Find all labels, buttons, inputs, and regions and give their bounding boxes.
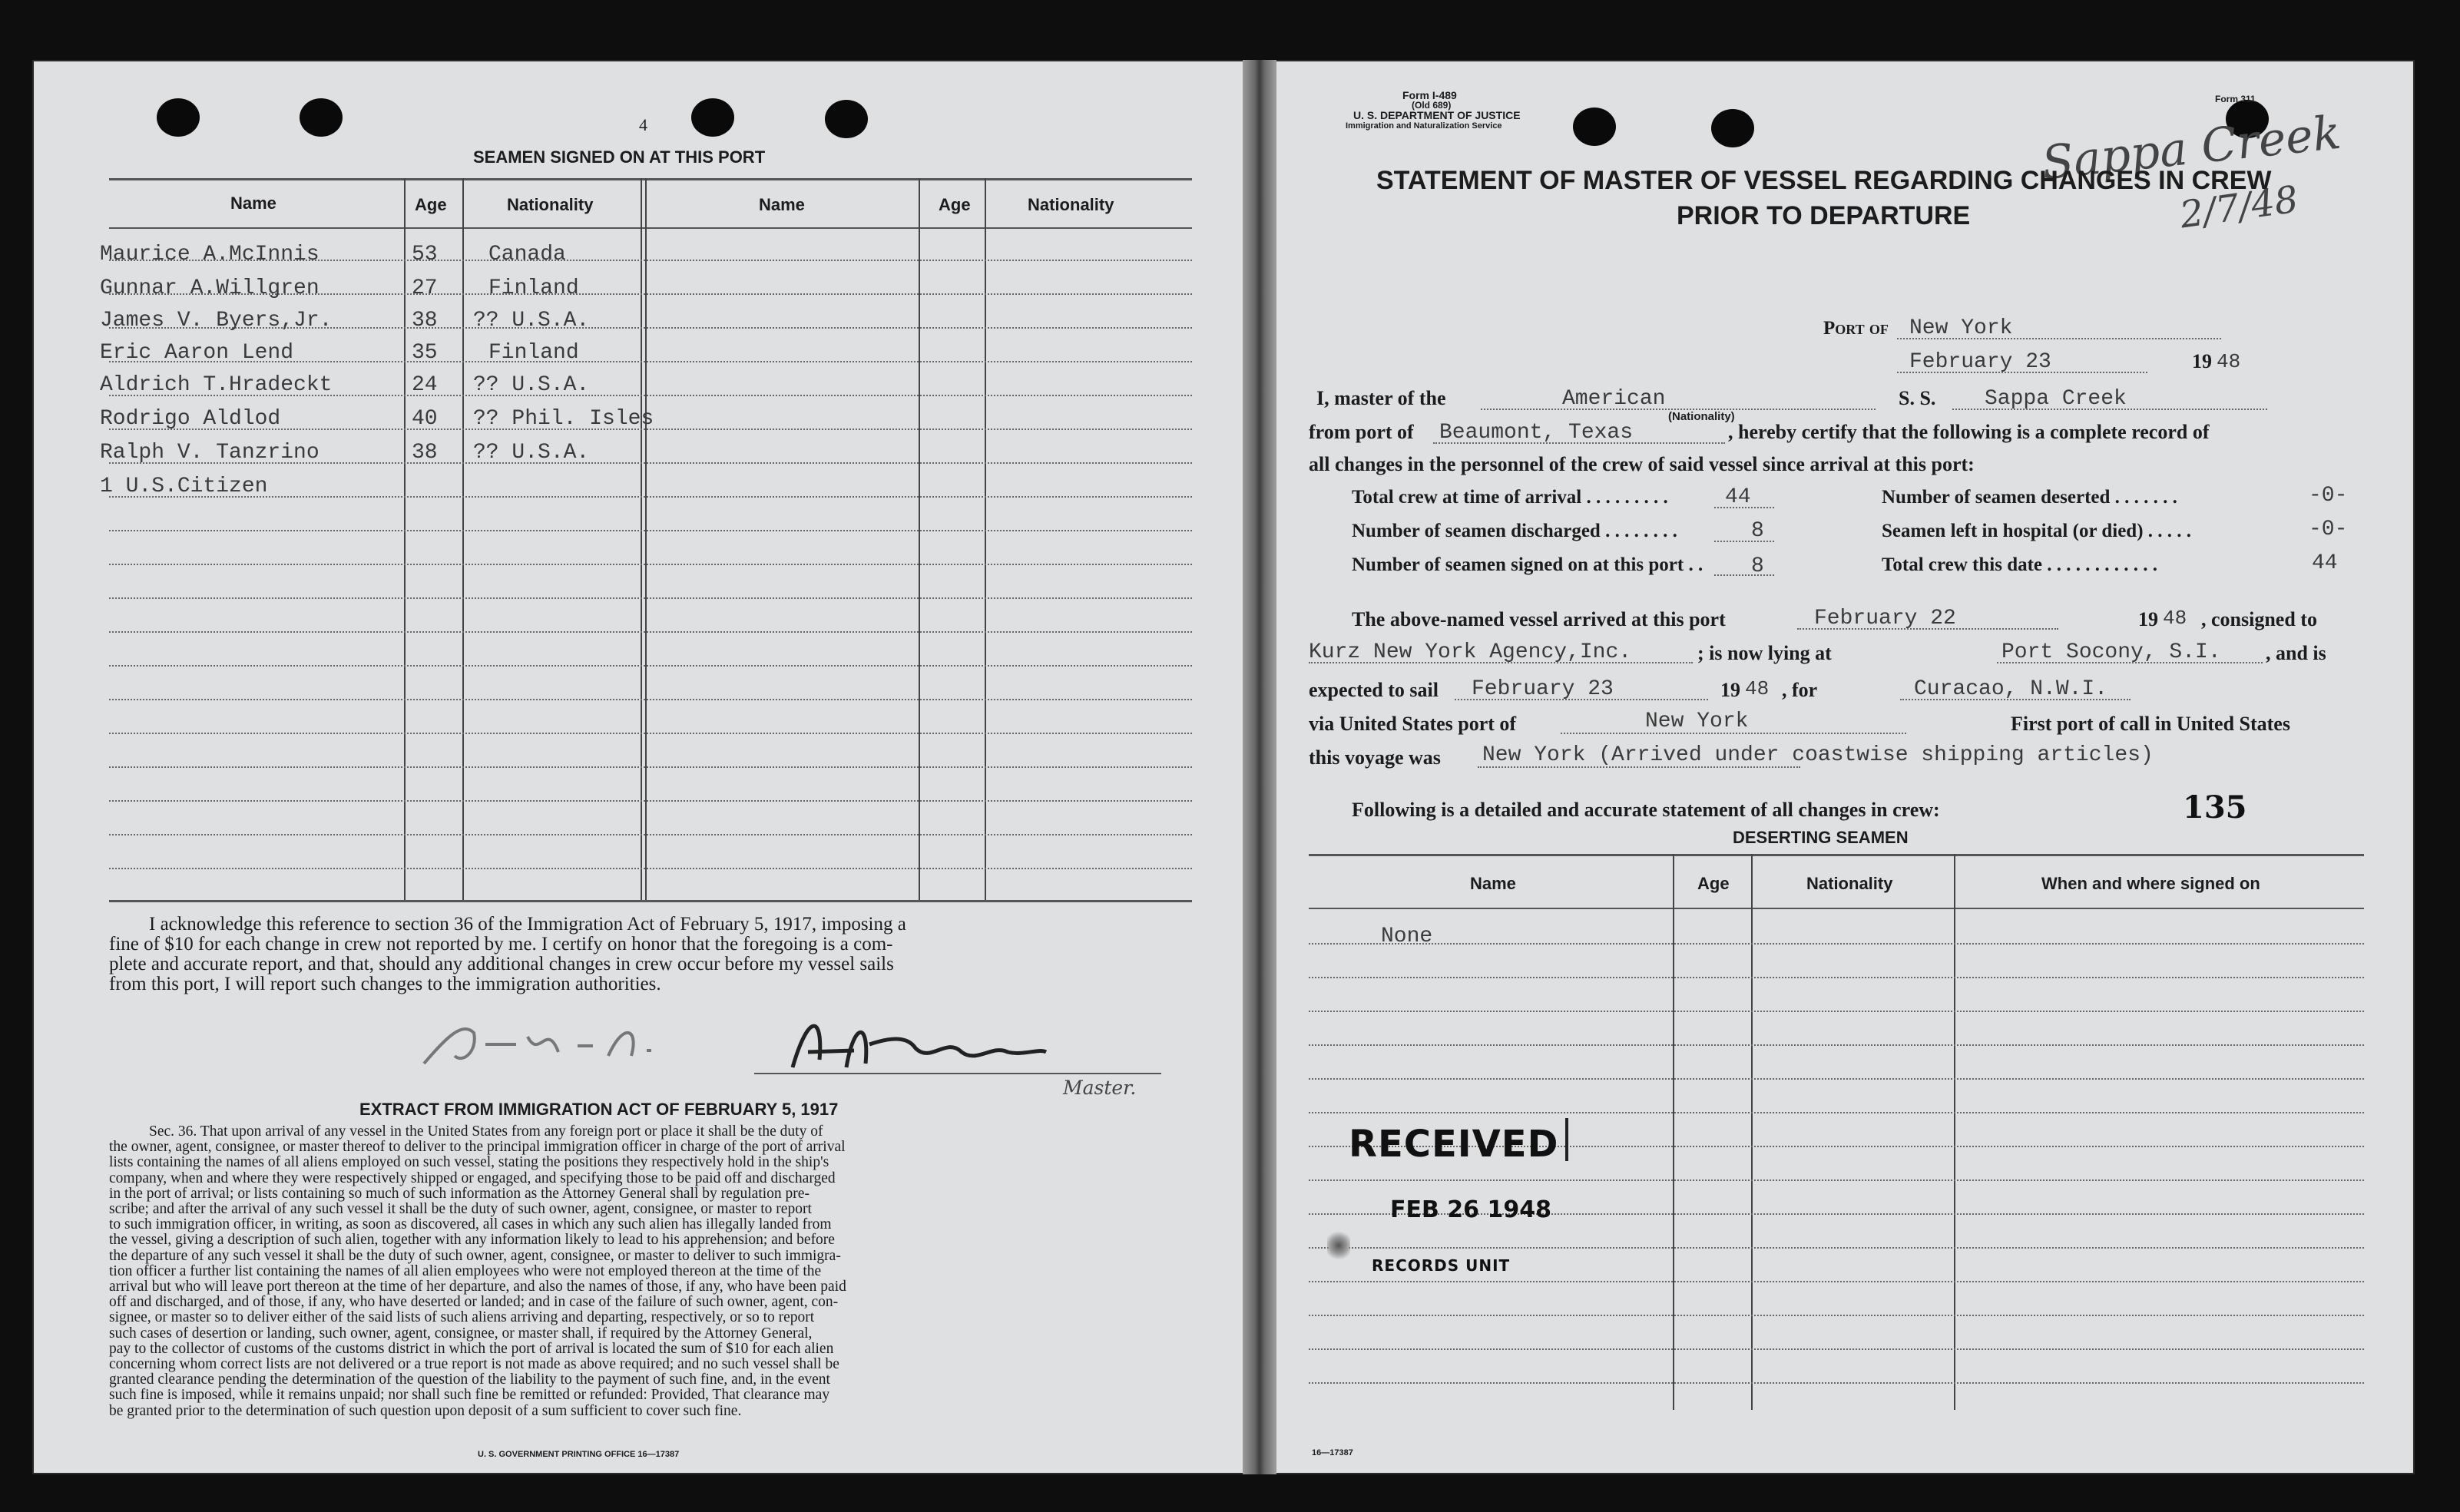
first-port-text: First port of call in United States [2011, 713, 2290, 735]
table-rule [1309, 1382, 2364, 1384]
form-title-line2: PRIOR TO DEPARTURE [1677, 201, 1971, 230]
via-port: New York [1645, 710, 1749, 733]
department-line: U. S. DEPARTMENT OF JUSTICE [1353, 109, 1521, 121]
acknowledgement-line: fine of $10 for each change in crew not reported by me. I certify on honor that the foregoing is a com- [109, 934, 893, 955]
row-nationality: Finland [488, 341, 579, 365]
form-title-line1: STATEMENT OF MASTER OF VESSEL REGARDING CHANGES IN CREW [1376, 166, 2272, 195]
form-number-line: Form I-489 [1402, 89, 1457, 101]
row-name: Aldrich T.Hradeckt [100, 373, 333, 397]
row-age: 40 [412, 407, 438, 431]
table-rule [1309, 1281, 2364, 1282]
port-value: New York [1909, 316, 2013, 340]
table-rule [1309, 1247, 2364, 1249]
extract-line: company, when and where they were respectively shipped or engaged, and specifying those to be paid off and discharged [109, 1170, 836, 1186]
table-rule [1309, 977, 2364, 978]
table-rule [1309, 943, 2364, 945]
table-rule [109, 564, 1192, 565]
nationality-value: American [1562, 387, 1666, 411]
hospital-label: Seamen left in hospital (or died) . . . . . [1882, 521, 2192, 541]
signed-on-label: Number of seamen signed on at this port . . [1352, 554, 1703, 575]
row-nationality: Canada [488, 243, 566, 266]
extract-heading: EXTRACT FROM IMMIGRATION ACT OF FEBRUARY 5, 1917 [359, 1100, 839, 1119]
acknowledgement-line: from this port, I will report such changes to the immigration authorities. [109, 974, 661, 994]
row-nationality: Finland [488, 276, 579, 300]
desert-entry: None [1381, 925, 1433, 948]
table-rule [1309, 1348, 2364, 1350]
row-nationality: ?? U.S.A. [473, 441, 590, 465]
row-name: Ralph V. Tanzrino [100, 441, 320, 465]
table-rule [1309, 1179, 2364, 1181]
ss-label: S. S. [1899, 387, 1936, 409]
extract-line: to such immigration officer, in writing, as soon as discovered, all cases in which any such alien has illegally landed from [109, 1216, 832, 1233]
col-header-age: Age [939, 195, 971, 214]
following-text: Following is a detailed and accurate statement of all changes in crew: [1352, 799, 1940, 821]
received-unit: RECORDS UNIT [1372, 1256, 1511, 1275]
lying-at: Port Socony, S.I. [2001, 640, 2221, 664]
row-name: 1 U.S.Citizen [100, 475, 268, 498]
table-rule [109, 699, 1192, 700]
master-of-label: I, master of the [1316, 387, 1446, 409]
acknowledgement-line: I acknowledge this reference to section 36 of the Immigration Act of February 5, 1917, imposing a [149, 914, 906, 935]
col-header-name: Name [759, 195, 805, 214]
via-text: via United States port of [1309, 713, 1517, 735]
extract-line: in the port of arrival; or lists containing so much of such information as the Attorney General shall by regulation pre- [109, 1185, 810, 1202]
handwritten-vessel: Sappa Creek [2039, 105, 2344, 191]
consignee: Kurz New York Agency,Inc. [1309, 640, 1632, 664]
expected-text: expected to sail [1309, 679, 1439, 701]
extract-line: arrival but who will leave port thereon at the time of her departure, and also the names of those, if any, who have been paid [109, 1279, 846, 1295]
form-311: Form 311 [2215, 94, 2256, 104]
from-port-label: from port of [1309, 421, 1414, 443]
all-changes-text: all changes in the personnel of the crew of said vessel since arrival at this port: [1309, 453, 1975, 475]
extract-line: such fine is imposed, while it remains unpaid; nor shall such fine be remitted or refunded: Provided, That clearance may [109, 1387, 830, 1404]
desert-col-signed-on: When and where signed on [2041, 874, 2260, 893]
stamp-number: 135 [2183, 789, 2247, 825]
destination: Curacao, N.W.I. [1914, 677, 2108, 701]
row-nationality: ?? U.S.A. [473, 373, 590, 397]
extract-line: Sec. 36. That upon arrival of any vessel in the United States from any foreign port or place it shall be the duty of [149, 1123, 823, 1140]
master-label: Master. [1063, 1077, 1137, 1099]
table-rule [109, 496, 1192, 498]
discharged-value: 8 [1751, 519, 1764, 543]
table-rule [109, 597, 1192, 599]
deserted-value: -0- [2309, 484, 2348, 508]
sail-year-prefix: 19 [1720, 679, 1740, 701]
form-number-line: (Old 689) [1412, 100, 1452, 111]
acknowledgement-line: plete and accurate report, and that, should any additional changes in crew occur before my vessel sails [109, 954, 894, 974]
row-name: James V. Byers,Jr. [100, 309, 333, 333]
stamp-smudge [1327, 1229, 1350, 1262]
consigned-text: , consigned to [2201, 608, 2317, 630]
lying-text: ; is now lying at [1697, 642, 1832, 664]
service-line: Immigration and Naturalization Service [1346, 121, 1502, 131]
row-age: 53 [412, 243, 438, 266]
col-header-name: Name [230, 194, 276, 213]
hospital-value: -0- [2309, 518, 2348, 541]
deserting-heading: DESERTING SEAMEN [1733, 828, 1909, 847]
right-page [1260, 60, 2415, 1474]
row-name: Eric Aaron Lend [100, 341, 294, 365]
extract-line: off and discharged, and of those, if any, who have deserted or landed; and in case of the failure of such owner, agent, con- [109, 1294, 839, 1311]
punch-hole [691, 98, 734, 137]
voyage-text: this voyage was [1309, 746, 1441, 769]
table-rule [1309, 1315, 2364, 1316]
extract-text [109, 1124, 846, 1419]
handwritten-date: 2/7/48 [2177, 177, 2301, 237]
year-value: 48 [2217, 350, 2241, 373]
desert-col-name: Name [1470, 874, 1516, 893]
row-nationality: ?? U.S.A. [473, 309, 590, 333]
sail-date: February 23 [1472, 677, 1614, 701]
desert-col-nationality: Nationality [1806, 874, 1893, 893]
extract-line: the vessel, giving a description of such alien, together with any information likely to lead to his apprehension; and before [109, 1232, 835, 1249]
col-header-nationality: Nationality [1028, 195, 1114, 214]
row-name: Maurice A.McInnis [100, 243, 320, 266]
extract-line: pay to the collector of customs of the customs district in which the port of arrival is located the sum of $10 for each alien [109, 1340, 834, 1357]
port-label: Port of [1823, 318, 1889, 339]
arrived-date: February 22 [1814, 607, 1956, 630]
extract-line: lists containing the names of all aliens employed on such vessel, stating the positions they respectively hold in the ship's [109, 1154, 829, 1171]
table-rule [109, 733, 1192, 734]
table-rule [109, 631, 1192, 633]
punch-hole [157, 98, 200, 137]
and-is: , and is [2266, 642, 2326, 664]
row-age: 38 [412, 309, 438, 333]
table-rule [1309, 1011, 2364, 1012]
punch-hole [825, 100, 868, 138]
left-page [32, 60, 1260, 1474]
arrived-year: 48 [2163, 607, 2187, 630]
table-rule [109, 800, 1192, 802]
printer-line: U. S. GOVERNMENT PRINTING OFFICE 16—17387 [478, 1450, 680, 1459]
punch-hole [1711, 109, 1754, 147]
received-stamp: RECEIVED [1349, 1123, 1559, 1166]
extract-line: granted clearance pending the determination of the question of the liability to the payment of such fine, and, in the event [109, 1371, 830, 1388]
arrived-text: The above-named vessel arrived at this port [1352, 608, 1726, 630]
received-date: FEB 26 1948 [1390, 1196, 1551, 1223]
table-rule [109, 665, 1192, 667]
row-name: Gunnar A.Willgren [100, 276, 320, 300]
table-rule [1309, 1078, 2364, 1080]
page-fold [1243, 60, 1276, 1474]
extract-line: such cases of desertion or landing, such owner, agent, consignee, or master shall, if required by the Attorney General, [109, 1325, 813, 1342]
voyage-value: New York (Arrived under coastwise shipping articles) [1482, 743, 2154, 767]
date-value: February 23 [1909, 350, 2051, 374]
col-header-nationality: Nationality [507, 195, 594, 214]
extract-line: tion officer a further list containing the names of all alien employees who were not employed thereon at the time of the [109, 1262, 822, 1279]
extract-line: be granted prior to the determination of such question upon deposit of a sum sufficient to cover such fine. [109, 1402, 742, 1419]
table-rule [109, 766, 1192, 768]
discharged-label: Number of seamen discharged . . . . . . . . [1352, 521, 1677, 541]
signature [393, 991, 1161, 1083]
row-age: 38 [412, 441, 438, 465]
certify-text: , hereby certify that the following is a complete record of [1728, 421, 2210, 443]
total-crew-arrival: 44 [1725, 485, 1751, 509]
row-age: 35 [412, 341, 438, 365]
punch-hole [300, 98, 343, 137]
from-port-value: Beaumont, Texas [1439, 421, 1634, 445]
nationality-caption: (Nationality) [1668, 410, 1735, 423]
page-number: 4 [639, 115, 647, 134]
row-nationality: ?? Phil. Isles [473, 407, 654, 431]
desert-col-age: Age [1697, 874, 1730, 893]
for-text: , for [1782, 679, 1818, 701]
signed-on-heading: SEAMEN SIGNED ON AT THIS PORT [473, 147, 766, 167]
total-this-date-value: 44 [2312, 551, 2338, 575]
table-rule [109, 530, 1192, 531]
extract-line: the departure of any such vessel it shall be the duty of such owner, agent, consignee, or master to deliver to such immigra- [109, 1247, 841, 1264]
sail-year: 48 [1745, 677, 1770, 700]
row-age: 24 [412, 373, 438, 397]
table-rule [109, 868, 1192, 869]
extract-line: signee, or master so to deliver either of the said lists of such aliens arriving and departing, respectively, or so to report [109, 1309, 815, 1326]
table-rule [109, 834, 1192, 835]
extract-line: scribe; and after the arrival of any such vessel it shall be the duty of such owner, agent, consignee, or master to report [109, 1201, 812, 1218]
right-printer-line: 16—17387 [1312, 1448, 1353, 1457]
year-prefix: 19 [2192, 350, 2212, 372]
ss-value: Sappa Creek [1985, 387, 2127, 411]
extract-line: concerning whom correct lists are not delivered or a true report is not made as above required; and no such vessel shall be [109, 1356, 839, 1373]
total-crew-arrival-label: Total crew at time of arrival . . . . . . . . . [1352, 487, 1668, 508]
table-rule [1309, 1112, 2364, 1113]
row-name: Rodrigo Aldlod [100, 407, 281, 431]
extract-line: the owner, agent, consignee, or master thereof to deliver to the principal immigration officer in charge of the port of arrival [109, 1139, 846, 1156]
signed-on-value: 8 [1751, 554, 1764, 578]
col-header-age: Age [415, 195, 447, 214]
punch-hole [1573, 108, 1616, 146]
total-this-date-label: Total crew this date . . . . . . . . . . . . [1882, 554, 2158, 575]
arrived-year-prefix: 19 [2138, 608, 2158, 630]
table-rule [1309, 1044, 2364, 1046]
deserted-label: Number of seamen deserted . . . . . . . [1882, 487, 2177, 508]
row-age: 27 [412, 276, 438, 300]
